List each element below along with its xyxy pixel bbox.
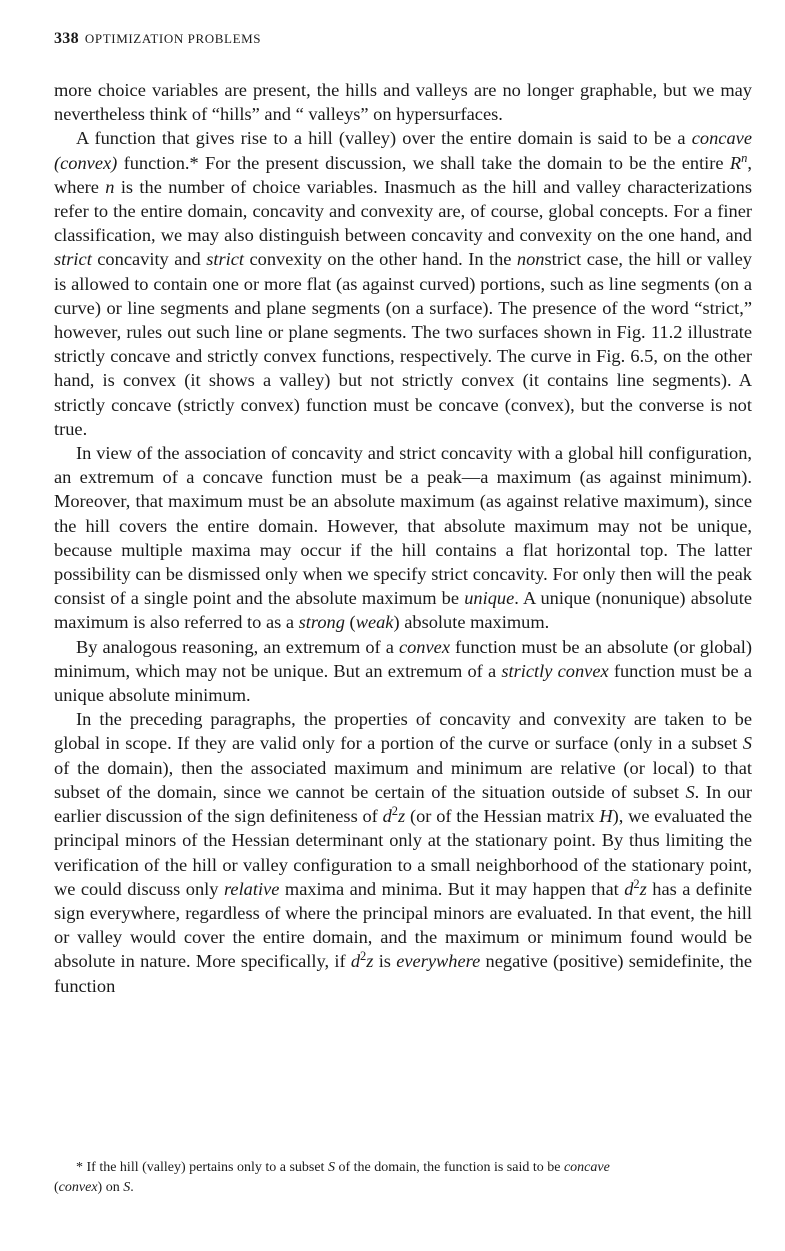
term-strictly-convex: strictly convex [501, 660, 609, 681]
math-H: H [599, 806, 613, 827]
term-non: non [516, 249, 545, 270]
math-d: d [624, 878, 634, 899]
paragraph-4: By analogous reasoning, an extremum of a convex function must be an absolute (or global) minimum, which may not be unique. But an extremum of a strictly convex function must be a unique absolute minimum. [54, 636, 752, 706]
paragraph-3: In view of the association of concavity and strict concavity with a global hill configuration, an extremum of a concave function must be a peak—a maximum (as against minimum). Moreover, that maximum must be an absolute maximum (as against relative maximum), since the hill covers the entire domain. However, that absolute maximum may not be unique, because multiple maxima may occur if the hill contains a flat horizontal top. The latter possibility can be dismissed only when we specify strict concavity. For only then will the peak consist of a single point and the absolute maximum be unique. A unique (nonunique) absolute maximum is also referred to as a strong (weak) absolute maximum. [54, 443, 753, 633]
term-strict: strict [206, 249, 245, 270]
term-strict: strict [54, 249, 92, 270]
math-z: z [639, 878, 647, 899]
math-S: S [327, 1160, 335, 1175]
math-z: z [398, 806, 406, 827]
term-everywhere: everywhere [396, 951, 481, 972]
paragraph-1: more choice variables are present, the hills and valleys are no longer graphable, but we may nevertheless think of “hills” and “ valleys” on hypersurfaces. [54, 80, 752, 125]
math-n: n [105, 176, 115, 197]
math-S: S [685, 781, 695, 802]
math-exponent: 2 [633, 876, 640, 891]
math-d: d [382, 806, 392, 827]
page-number: 338 [54, 30, 79, 47]
footnote: * If the hill (valley) pertains only to a subset S of the domain, the function is said to be concave (convex) on S. [54, 1160, 610, 1195]
running-title: OPTIMIZATION PROBLEMS [84, 31, 262, 46]
term-strong: strong [298, 612, 345, 633]
term-weak: weak [355, 612, 394, 633]
math-n-superscript: n [741, 150, 748, 165]
term-unique: unique [464, 588, 515, 609]
math-exponent: 2 [391, 804, 399, 819]
math-S: S [742, 733, 752, 754]
math-R: R [729, 152, 742, 173]
paragraph-2: A function that gives rise to a hill (valley) over the entire domain is said to be a concave (convex) function.* For the present discussion, we shall take the domain to be the entire $R^n$, where n is the number of choice variables. Inasmuch as the hill and valley characterizations refer to the entire domain, concavity and convexity are, of course, global concepts. For a finer classification, we may also distinguish between concavity and convexity on the one hand, and strict concavity and strict convexity on the other hand. In the nonstrict case, the hill or valley is allowed to contain one or more flat (as against curved) portions, such as line segments (on a curve) or line segments and plane segments (on a surface). The presence of the word “strict,” however, rules out such line or plane segments. The two surfaces shown in Fig. 11.2 illustrate strictly concave and strictly convex functions, respectively. The curve in Fig. 6.5, on the other hand, is convex (it shows a valley) but not strictly convex (it contains line segments). A strictly concave (strictly convex) function must be concave (convex), but the converse is not true. [54, 128, 752, 439]
term-concave-convex: concave (convex) [54, 128, 752, 173]
running-header [54, 30, 261, 48]
term-concave: concave [563, 1160, 610, 1175]
math-z: z [366, 951, 374, 972]
math-d: d [350, 951, 361, 972]
math-exponent: 2 [360, 949, 367, 964]
term-relative: relative [223, 878, 280, 899]
paragraph-5: In the preceding paragraphs, the properties of concavity and convexity are taken to be global in scope. If they are valid only for a portion of the curve or surface (only in a subset S of the domain), then the associated maximum and minimum are relative (or local) to that subset of the domain, since we cannot be certain of the situation outside of subset S. In our earlier discussion of the sign definiteness of $d^2z$ (or of the Hessian matrix H), we evaluated the principal minors of the Hessian determinant only at the stationary point. By thus limiting the verification of the hill or valley configuration to a small neighborhood of the stationary point, we could discuss only relative maxima and minima. But it may happen that $d^2z$ has a definite sign everywhere, regardless of where the principal minors are evaluated. In that event, the hill or valley would cover the entire domain, and the maximum or minimum found would be absolute in nature. More specifically, if $d^2z$ is everywhere negative (positive) semidefinite, the function [54, 709, 753, 996]
main-text [54, 78, 752, 998]
term-convex: convex [58, 1180, 98, 1195]
term-convex: convex [398, 636, 450, 657]
math-S: S [123, 1180, 131, 1195]
